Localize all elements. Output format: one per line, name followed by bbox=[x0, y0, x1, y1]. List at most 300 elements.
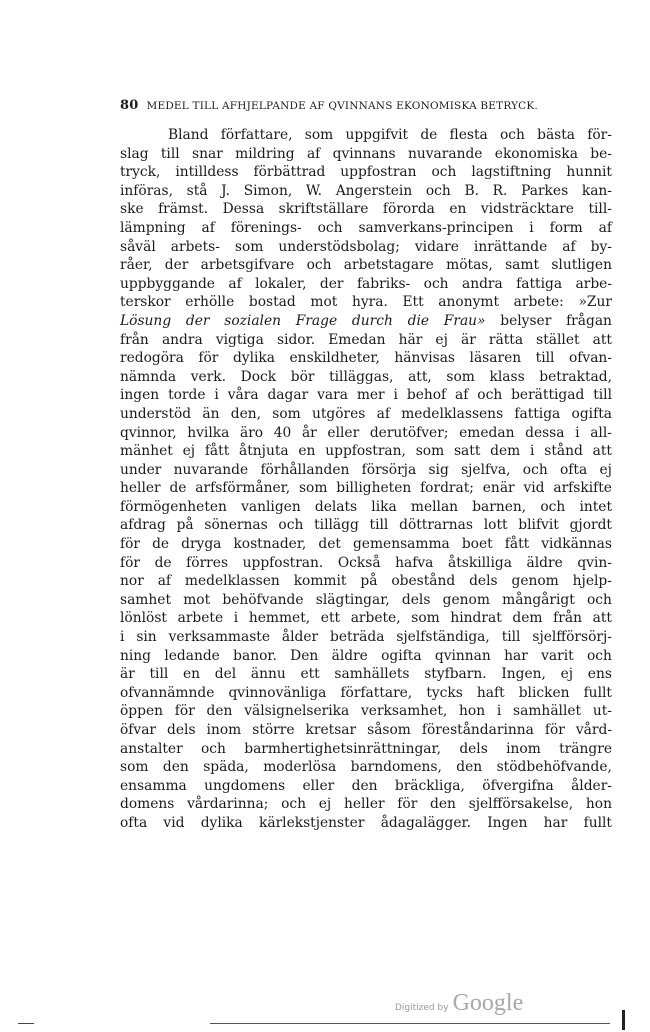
word: att, bbox=[408, 368, 432, 385]
word: sozialen bbox=[224, 312, 282, 329]
word: fordrat; bbox=[420, 480, 474, 497]
word: Dessa bbox=[222, 201, 265, 218]
word: främst. bbox=[158, 201, 209, 218]
word: 40 bbox=[273, 424, 292, 441]
word: styfbarn. bbox=[424, 666, 487, 683]
word: snar bbox=[192, 145, 223, 162]
word: införas, bbox=[120, 182, 173, 199]
word: durch bbox=[351, 312, 393, 329]
text-line bbox=[120, 349, 612, 368]
word: lika bbox=[371, 498, 397, 515]
word: de bbox=[152, 536, 170, 553]
text-line bbox=[120, 814, 612, 833]
word: dessa bbox=[525, 424, 565, 441]
word: öfvar bbox=[120, 722, 157, 738]
word: dels bbox=[469, 573, 498, 590]
word: arbete, bbox=[350, 610, 401, 627]
text-line bbox=[120, 293, 612, 312]
text-line bbox=[120, 795, 612, 814]
word: Parkes bbox=[521, 182, 569, 199]
word: öfvergifna bbox=[482, 777, 554, 794]
word: Simon, bbox=[243, 182, 293, 199]
word: banor. bbox=[233, 647, 277, 664]
word: utgöres bbox=[311, 405, 366, 422]
word: åtnjuta bbox=[239, 443, 289, 460]
word: skriftställare bbox=[278, 201, 369, 218]
word: belyser bbox=[500, 312, 552, 329]
word: ej bbox=[599, 461, 612, 478]
word: dels bbox=[167, 722, 196, 738]
word: hemmet, bbox=[248, 610, 311, 627]
word: för- bbox=[587, 127, 612, 143]
word: förenings- bbox=[230, 219, 302, 236]
word: nuvarande bbox=[173, 461, 249, 478]
word: ett bbox=[320, 610, 341, 627]
word: boet bbox=[461, 536, 493, 553]
word: har bbox=[543, 814, 568, 831]
word: af bbox=[562, 238, 576, 255]
word: barnen, bbox=[472, 498, 527, 515]
word: vid bbox=[163, 814, 185, 831]
word: en bbox=[449, 201, 467, 218]
word: vanligen bbox=[241, 498, 301, 515]
word: torde bbox=[168, 387, 206, 404]
word: ofta bbox=[560, 461, 588, 478]
word: större bbox=[252, 722, 295, 738]
word: under bbox=[120, 461, 162, 478]
word: vård- bbox=[575, 722, 612, 738]
word: råer, bbox=[120, 257, 153, 274]
word: såväl bbox=[120, 238, 156, 255]
word: försörja bbox=[361, 461, 417, 478]
word: ålder- bbox=[571, 777, 612, 794]
word: trängre bbox=[559, 740, 612, 757]
text-line bbox=[120, 647, 612, 666]
text-line bbox=[120, 182, 612, 201]
word: erhölle bbox=[185, 294, 235, 311]
word: förmögenheten bbox=[120, 498, 227, 515]
word: hon bbox=[585, 796, 612, 813]
word: arbetsgifvare bbox=[200, 257, 295, 274]
word: af bbox=[306, 145, 321, 162]
word: vidsträcktare bbox=[480, 201, 574, 218]
word: slutligen bbox=[551, 257, 612, 274]
word: verksammaste bbox=[168, 629, 270, 646]
word: i bbox=[496, 703, 502, 720]
word: för bbox=[174, 703, 195, 720]
word: ej bbox=[182, 443, 196, 460]
word: den bbox=[162, 759, 189, 776]
word: Angerstein bbox=[335, 182, 413, 199]
text-line bbox=[120, 331, 612, 350]
word: förbättrad bbox=[253, 164, 326, 181]
word: förorda bbox=[382, 201, 435, 218]
word: våra bbox=[227, 387, 259, 404]
word: äro bbox=[239, 424, 264, 441]
word: att bbox=[592, 610, 612, 627]
word: eller bbox=[302, 777, 335, 794]
word: uppfostran bbox=[340, 164, 417, 181]
word: andra bbox=[461, 275, 503, 292]
word: Ingen bbox=[487, 814, 528, 831]
text-line bbox=[120, 684, 612, 703]
word: sjelfförsörj- bbox=[532, 629, 612, 646]
word: den bbox=[456, 759, 483, 776]
word: Också bbox=[337, 554, 381, 571]
word: tycks bbox=[426, 684, 463, 701]
word: att bbox=[592, 331, 612, 348]
word: eller bbox=[327, 424, 360, 441]
text-line bbox=[120, 572, 612, 591]
word: kommit bbox=[293, 573, 347, 590]
word: betraktad, bbox=[539, 368, 612, 385]
word: äldre bbox=[331, 647, 368, 664]
word: nor bbox=[120, 573, 144, 590]
word: ske bbox=[120, 201, 144, 218]
word: Frau» bbox=[443, 312, 486, 329]
word: fullt bbox=[583, 684, 612, 701]
word: Den bbox=[290, 647, 319, 664]
word: och bbox=[317, 219, 343, 236]
text-line bbox=[120, 256, 612, 275]
word: blifvit bbox=[518, 517, 559, 534]
word: Frage bbox=[295, 312, 338, 329]
word: döttrarnas bbox=[399, 517, 473, 534]
word: till bbox=[593, 387, 612, 404]
word: i bbox=[530, 443, 535, 460]
word: sjelfva, bbox=[461, 461, 511, 478]
word: för bbox=[120, 554, 141, 571]
word: blicken bbox=[518, 684, 570, 701]
word: anstalter bbox=[120, 740, 183, 757]
word: och bbox=[425, 182, 451, 199]
word: ingen bbox=[120, 387, 160, 404]
word: samt bbox=[505, 257, 540, 274]
word: för bbox=[198, 350, 219, 367]
word: mot bbox=[310, 294, 338, 311]
word: andra bbox=[161, 331, 203, 348]
word: ut- bbox=[592, 703, 612, 720]
word: flesta bbox=[449, 127, 488, 143]
word: mellan bbox=[410, 498, 459, 515]
text-line bbox=[120, 479, 612, 498]
word: hafva bbox=[395, 554, 434, 571]
word: qvin- bbox=[577, 554, 612, 571]
word: arbete bbox=[177, 610, 224, 627]
word: uppfostran. bbox=[242, 554, 324, 571]
word: ning bbox=[120, 647, 152, 664]
word: i bbox=[233, 610, 239, 627]
running-header bbox=[120, 98, 590, 113]
word: frågan bbox=[566, 312, 612, 329]
text-line bbox=[120, 405, 612, 424]
word: fått bbox=[504, 536, 530, 553]
word: dryga bbox=[181, 536, 222, 553]
word: och bbox=[306, 257, 332, 274]
word: samhet bbox=[120, 591, 171, 608]
word: kan- bbox=[581, 182, 612, 199]
word: på bbox=[176, 517, 194, 534]
word: välsignelserika bbox=[244, 703, 350, 720]
word: ej bbox=[560, 666, 574, 683]
word: i bbox=[120, 629, 125, 646]
word: en bbox=[298, 443, 316, 460]
word: obestånd bbox=[391, 573, 456, 590]
word: genom bbox=[442, 591, 490, 608]
word: mötas, bbox=[446, 257, 493, 274]
word: ålder bbox=[281, 629, 319, 646]
word: Bland bbox=[168, 127, 209, 143]
word: af bbox=[157, 573, 172, 590]
word: gjordt bbox=[569, 517, 612, 534]
word: och bbox=[499, 127, 525, 143]
text-line bbox=[120, 424, 612, 443]
word: den bbox=[351, 777, 378, 794]
word: barndomens, bbox=[350, 759, 442, 776]
word: terskor bbox=[120, 294, 171, 311]
text-line bbox=[120, 275, 612, 294]
word: af bbox=[201, 219, 215, 236]
word: till bbox=[149, 666, 169, 683]
text-line bbox=[120, 516, 612, 535]
word: såsom bbox=[367, 722, 411, 738]
word: dylika bbox=[200, 814, 243, 831]
word: bostad bbox=[248, 294, 296, 311]
word: der bbox=[164, 257, 189, 274]
word: till bbox=[160, 145, 180, 162]
running-title: MEDEL TILL AFHJELPANDE AF QVINNANS EKONOMISKA BETRYCK. bbox=[146, 100, 538, 112]
word: sjelfförsakelse, bbox=[468, 796, 574, 813]
text-line bbox=[120, 238, 612, 257]
text-line bbox=[120, 777, 612, 796]
word: ogifta bbox=[571, 405, 612, 422]
word: emedan bbox=[459, 424, 515, 441]
word: rätta bbox=[488, 331, 524, 348]
word: och bbox=[540, 498, 566, 515]
word: mångårigt bbox=[502, 591, 575, 608]
word: J. bbox=[221, 182, 231, 199]
word: lagstiftning bbox=[471, 164, 552, 181]
word: ens bbox=[587, 666, 612, 683]
word: delats bbox=[314, 498, 358, 515]
word: by- bbox=[590, 238, 612, 255]
word: hon bbox=[459, 703, 486, 720]
word: sönernas bbox=[204, 517, 268, 534]
word: kretsar bbox=[305, 722, 357, 738]
text-line bbox=[120, 368, 612, 387]
word: dylika bbox=[232, 350, 275, 367]
word: förhållanden bbox=[260, 461, 350, 478]
word: ännu bbox=[250, 666, 286, 683]
word: åtskilliga bbox=[448, 554, 512, 571]
word: och bbox=[522, 461, 548, 478]
word: ensamma bbox=[120, 777, 187, 794]
word: än bbox=[202, 405, 220, 422]
word: behof bbox=[406, 387, 447, 404]
word: dem bbox=[512, 610, 543, 627]
word: ej bbox=[318, 796, 332, 813]
text-line bbox=[120, 219, 612, 238]
word: dagar bbox=[267, 387, 309, 404]
text-line bbox=[120, 145, 612, 164]
word: klass bbox=[489, 368, 525, 385]
digitization-watermark bbox=[395, 990, 523, 1017]
word: de bbox=[154, 554, 172, 571]
word: inom bbox=[206, 722, 242, 738]
word: hindrat bbox=[450, 610, 502, 627]
text-line bbox=[120, 628, 612, 647]
word: ledande bbox=[164, 647, 220, 664]
word: berättigad bbox=[511, 387, 585, 404]
word: B. bbox=[464, 182, 479, 199]
google-logo: Google bbox=[452, 990, 524, 1016]
text-line bbox=[120, 163, 612, 182]
word: af bbox=[598, 219, 612, 236]
word: qvinnor, bbox=[120, 424, 177, 441]
word: späda, bbox=[203, 759, 249, 776]
word: arbete: bbox=[513, 294, 564, 311]
word: behöfvande bbox=[222, 591, 304, 608]
text-line bbox=[120, 591, 612, 610]
word: Lösung bbox=[120, 312, 172, 329]
text-line bbox=[120, 442, 612, 461]
text-line bbox=[120, 721, 612, 740]
word: verksamhet, bbox=[361, 703, 448, 720]
word: lott bbox=[483, 517, 508, 534]
word: intilldess bbox=[175, 164, 239, 181]
word: qvinnans bbox=[332, 145, 396, 162]
word: bör bbox=[290, 368, 315, 385]
word: haft bbox=[476, 684, 505, 701]
word: arfskifte bbox=[553, 480, 612, 497]
word: varit bbox=[541, 647, 574, 664]
word: af bbox=[376, 405, 390, 422]
word: ogifta bbox=[381, 647, 422, 664]
word: slag bbox=[120, 145, 149, 162]
word: Dock bbox=[240, 368, 277, 385]
word: stödbehöfvande, bbox=[496, 759, 612, 776]
word: vid bbox=[523, 480, 545, 497]
word: fabriks- bbox=[356, 275, 411, 292]
text-line bbox=[120, 554, 612, 573]
word: heller bbox=[343, 796, 385, 813]
word: som bbox=[304, 127, 334, 143]
word: här bbox=[398, 331, 423, 348]
word: Ingen, bbox=[501, 666, 546, 683]
word: ungdomens bbox=[204, 777, 286, 794]
word: die bbox=[407, 312, 430, 329]
word: dem bbox=[490, 443, 521, 460]
word: den bbox=[206, 703, 233, 720]
word: som bbox=[411, 610, 440, 627]
word: hunnit bbox=[566, 164, 612, 181]
word: den bbox=[430, 796, 456, 813]
word: arfsförmåner, bbox=[195, 480, 291, 497]
word: för bbox=[397, 796, 418, 813]
word: år bbox=[301, 424, 317, 441]
word: som bbox=[415, 443, 445, 460]
word: hänvisas bbox=[394, 350, 456, 367]
text-line bbox=[120, 386, 612, 405]
text-line bbox=[120, 126, 612, 145]
word: föreståndarinna bbox=[421, 722, 534, 738]
word: ofvannämnde bbox=[120, 684, 215, 701]
word: gemensamma bbox=[352, 536, 450, 553]
word: från bbox=[120, 331, 149, 348]
word: äldre bbox=[526, 554, 563, 571]
word: och bbox=[477, 387, 503, 404]
word: stånd bbox=[544, 443, 583, 460]
word: qvinnovänliga bbox=[228, 684, 327, 701]
digitized-by-label: Digitized by bbox=[395, 1003, 449, 1013]
word: Ett bbox=[402, 294, 424, 311]
word: tilläggas, bbox=[329, 368, 394, 385]
text-line bbox=[120, 312, 612, 331]
word: inom bbox=[506, 740, 541, 757]
text-line bbox=[120, 498, 612, 517]
word: och bbox=[278, 517, 304, 534]
word: och bbox=[431, 164, 457, 181]
body-text bbox=[120, 126, 612, 833]
word: ej bbox=[435, 331, 448, 348]
word: fullt bbox=[583, 814, 612, 831]
word: understödsbolag; bbox=[278, 238, 400, 255]
word: derutöfver; bbox=[369, 424, 449, 441]
word: stå bbox=[186, 182, 208, 199]
word: heller bbox=[120, 480, 161, 497]
word: stället bbox=[536, 331, 580, 348]
word: inrättande bbox=[473, 238, 548, 255]
word: understöd bbox=[120, 405, 192, 422]
word: form bbox=[549, 219, 583, 236]
word: vidkännas bbox=[541, 536, 612, 553]
word: bräckliga, bbox=[394, 777, 465, 794]
word: till bbox=[535, 350, 555, 367]
word: att bbox=[592, 443, 612, 460]
word: författare, bbox=[340, 684, 413, 701]
word: sidor. bbox=[276, 331, 316, 348]
word: hvilka bbox=[187, 424, 230, 441]
word: mildring bbox=[235, 145, 295, 162]
word: nämnda bbox=[120, 368, 177, 385]
word: läsaren bbox=[469, 350, 522, 367]
word: för bbox=[120, 536, 141, 553]
word: sjelfständiga, bbox=[396, 629, 490, 646]
word: W. bbox=[305, 182, 323, 199]
word: all- bbox=[590, 424, 612, 441]
text-line bbox=[120, 740, 612, 759]
word: uppbyggande bbox=[120, 275, 215, 292]
word: mänhet bbox=[120, 443, 173, 460]
word: hjelp- bbox=[572, 573, 612, 590]
word: barmhertighetsinrättningar, bbox=[244, 740, 441, 757]
word: kärlekstjenster bbox=[258, 814, 365, 831]
text-line bbox=[120, 665, 612, 684]
word: qvinnan bbox=[434, 647, 491, 664]
text-line bbox=[120, 702, 612, 721]
word: domens bbox=[120, 796, 175, 813]
word: af bbox=[228, 275, 242, 292]
word: och bbox=[281, 796, 307, 813]
word: samhället bbox=[513, 703, 582, 720]
word: vårdarinna; bbox=[187, 796, 269, 813]
word: beträda bbox=[330, 629, 385, 646]
word: sig bbox=[428, 461, 449, 478]
word: medelklassens bbox=[401, 405, 504, 422]
word: en bbox=[183, 666, 201, 683]
word: tryck, bbox=[120, 164, 161, 181]
word: vidare bbox=[414, 238, 459, 255]
